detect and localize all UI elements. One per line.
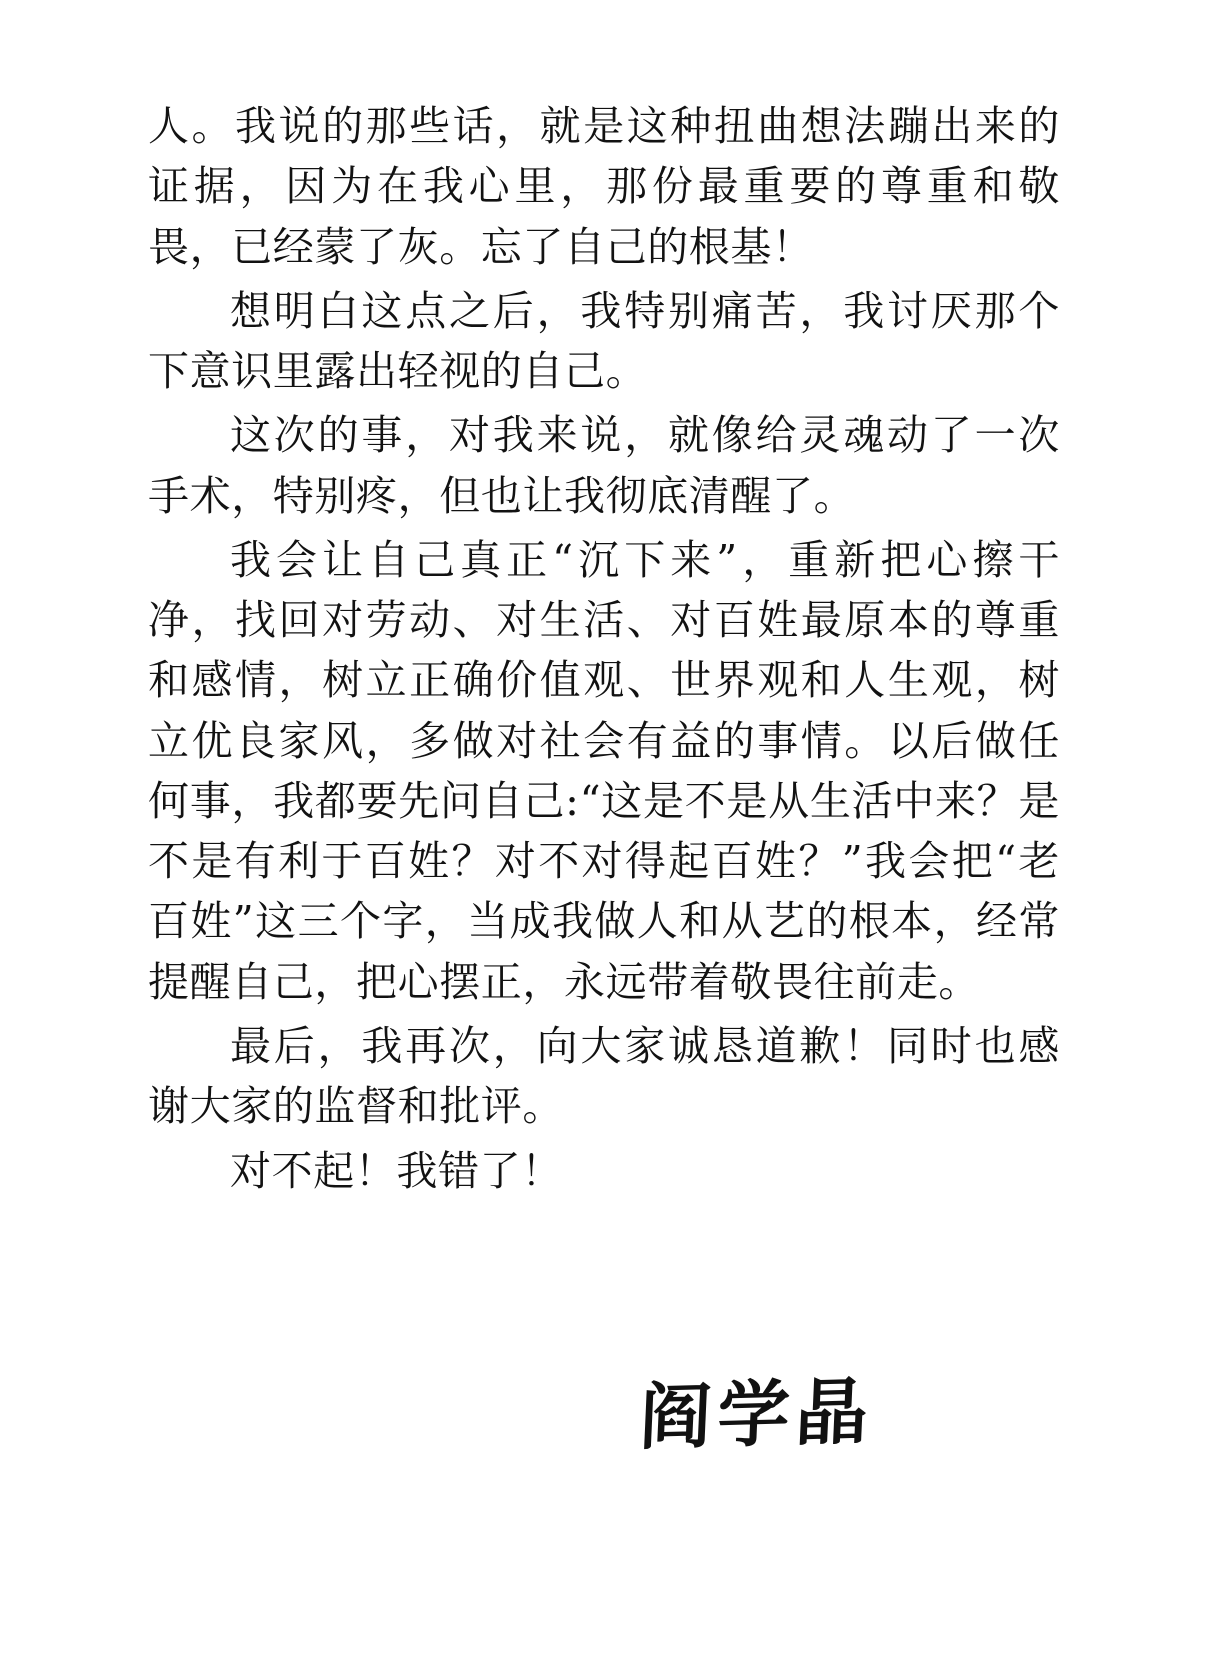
signature-area [637,1355,980,1535]
letter-body [148,96,1060,1205]
paragraph-2: 想明白这点之后，我特别痛苦，我讨厌那个下意识里露出轻视的自己。 [148,286,1060,396]
paragraph-4: 我会让自己真正“沉下来”，重新把心擦干净，找回对劳动、对生活、对百姓最原本的尊重和感情，树立正确价值观、世界观和人生观，树立优良家风，多做对社会有益的事情。以后做任何事，我都要先问自己:“这是不是从生活中来？是不是有利于百姓？对不对得起百姓？”我会把“老百姓”这三个字，当成我做人和从艺的根本，经常提醒自己，把心摆正，永远带着敬畏往前走。 [148,535,1060,1006]
paragraph-1: 人。我说的那些话，就是这种扭曲想法蹦出来的证据，因为在我心里，那份最重要的尊重和敬畏，已经蒙了灰。忘了自己的根基！ [148,102,1060,271]
signature: 阎学晶 [637,1368,876,1460]
paragraph-3: 这次的事，对我来说，就像给灵魂动了一次手术，特别疼，但也让我彻底清醒了。 [148,411,1060,520]
paragraph-5: 最后，我再次，向大家诚恳道歉！同时也感谢大家的监督和批评。 [148,1021,1060,1131]
paragraph-6: 对不起！我错了！ [230,1146,563,1195]
